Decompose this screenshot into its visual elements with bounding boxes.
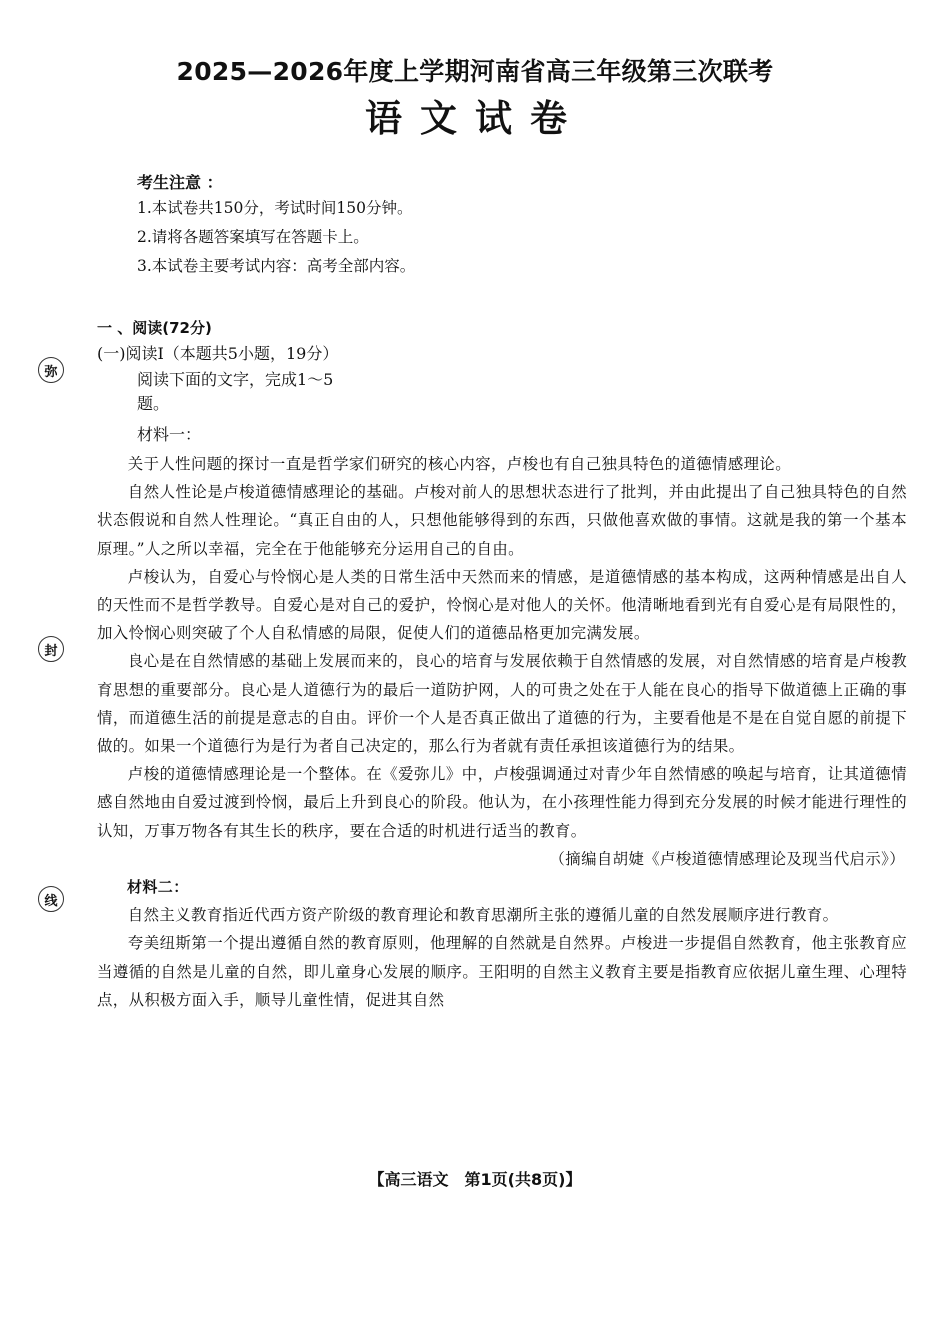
instruction-line: 阅读下面的文字，完成1～5 [137, 370, 334, 389]
paragraph: 良心是在自然情感的基础上发展而来的，良心的培育与发展依赖于自然情感的发展，对自然情感的培育是卢梭教育思想的重要部分。良心是人道德行为的最后一道防护网，人的可贵之处在于人能在良心的指导下做道德上正确的事情，而道德生活的前提是意志的自由。评价一个人是否真正做出了道德的行为，主要看他是不是在自觉自愿的前提下做的。如果一个道德行为是行为者自己决定的，那么行为者就有责任承担该道德行为的结果。 [97, 652, 907, 756]
subject-title: 语文试卷 [365, 97, 585, 140]
instruction-line: 题。 [137, 394, 170, 413]
paragraph: 卢梭认为，自爱心与怜悯心是人类的日常生活中天然而来的情感，是道德情感的基本构成，这两种情感是出自人的天性而不是哲学教导。自爱心是对自己的爱护，怜悯心是对他人的关怀。他清晰地看到光有自爱心是有局限性的，加入怜悯心则突破了个人自私情感的局限，促使人们的道德品格更加完满发展。 [97, 567, 907, 643]
candidate-notice [137, 170, 837, 281]
notice-title: 考生注意 ： [137, 173, 223, 192]
section-heading: 一 、阅读(72分) [97, 319, 212, 337]
notice-item: 2.请将各题答案填写在答题卡上。 [137, 228, 369, 246]
exam-title: 2025—2026年度上学期河南省高三年级第三次联考 [176, 57, 774, 86]
reading-instruction [137, 368, 397, 416]
paragraph: 自然主义教育指近代西方资产阶级的教育理论和教育思潮所主张的遵循儿童的自然发展顺序进行教育。 [127, 906, 839, 925]
paragraph: 卢梭的道德情感理论是一个整体。在《爱弥儿》中，卢梭强调通过对青少年自然情感的唤起与培育，让其道德情感自然地由自爱过渡到怜悯，最后上升到良心的阶段。他认为，在小孩理性能力得到充分发展的时候才能进行理性的认知，万事万物各有其生长的秩序，要在合适的时机进行适当的教育。 [97, 765, 907, 840]
binding-mark-mi: 弥 [38, 357, 64, 383]
reading-passage [97, 450, 907, 1014]
binding-mark-xian: 线 [38, 886, 64, 912]
page-footer: 【高三语文 第1页(共8页)】 [368, 1170, 582, 1189]
paragraph: 关于人性问题的探讨一直是哲学家们研究的核心内容，卢梭也有自己独具特色的道德情感理论。 [127, 455, 792, 473]
material-one-label: 材料一： [137, 425, 202, 444]
material-two-label: 材料二： [127, 878, 189, 897]
notice-item: 1.本试卷共150分，考试时间150分钟。 [137, 199, 413, 217]
paragraph: 夸美纽斯第一个提出遵循自然的教育原则，他理解的自然就是自然界。卢梭进一步提倡自然教育，他主张教育应当遵循的自然是儿童的自然，即儿童身心发展的顺序。王阳明的自然主义教育主要是指教育应依据儿童生理、心理特点，从积极方面入手，顺导儿童性情，促进其自然 [97, 934, 907, 1009]
source-citation: （摘编自胡婕《卢梭道德情感理论及现当代启示》） [549, 849, 905, 868]
binding-mark-feng: 封 [38, 636, 64, 662]
part-heading: (一)阅读Ⅰ（本题共5小题，19分） [97, 344, 339, 363]
notice-item: 3.本试卷主要考试内容：高考全部内容。 [137, 257, 416, 275]
paragraph: 自然人性论是卢梭道德情感理论的基础。卢梭对前人的思想状态进行了批判，并由此提出了自己独具特色的自然状态假说和自然人性理论。“真正自由的人，只想他能够得到的东西，只做他喜欢做的事情。这就是我的第一个基本原理。”人之所以幸福，完全在于他能够充分运用自己的自由。 [97, 483, 907, 558]
